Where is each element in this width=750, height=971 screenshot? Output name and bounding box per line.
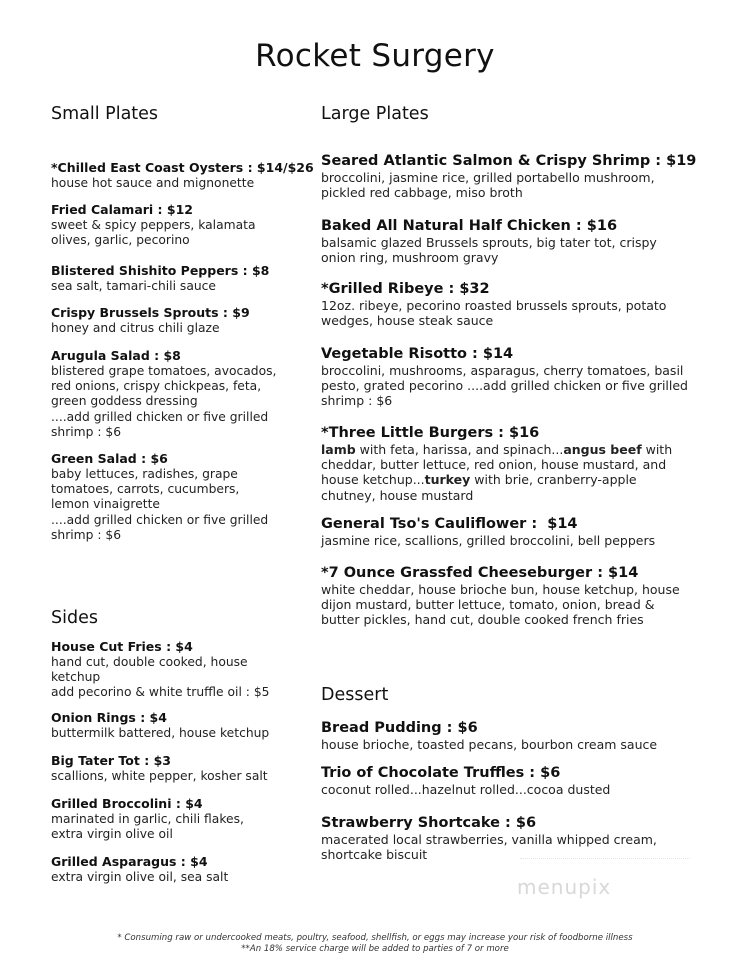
item-desc: honey and citrus chili glaze [51,321,220,335]
item-name: Blistered Shishito Peppers : $8 [51,263,270,278]
item-desc: macerated local strawberries, vanilla whipped cream, shortcake biscuit [321,832,657,863]
menu-item [321,764,701,797]
item-desc: house hot sauce and mignonette [51,176,255,190]
menu-item [321,515,701,548]
item-addon: ....add grilled chicken or five grilled shrimp : $6 [51,409,269,439]
left-column [51,0,314,971]
menu-item [51,796,296,842]
item-name: Grilled Broccolini : $4 [51,796,203,811]
item-addon: add pecorino & white truffle oil : $5 [51,685,270,700]
item-addon: ....add grilled chicken or five grilled shrimp : $6 [51,512,269,542]
menu-item [321,814,701,862]
item-name: Crispy Brussels Sprouts : $9 [51,305,250,320]
dessert-heading: Dessert [321,685,389,705]
item-name: Vegetable Risotto : $14 [321,346,514,362]
item-desc-bold: angus beef [563,442,642,457]
item-name: General Tso's Cauliflower : $14 [321,516,578,532]
item-name: House Cut Fries : $4 [51,639,193,654]
item-desc: broccolini, mushrooms, asparagus, cherry tomatoes, basil pesto, grated pecorino ....add grilled chicken or five grilled shrimp : $6 [321,363,688,409]
item-name: Arugula Salad : $8 [51,348,181,363]
menupix-watermark: menupix [517,875,612,899]
item-desc [321,442,693,503]
menu-item [321,719,701,752]
menu-item [321,424,701,503]
item-name: Baked All Natural Half Chicken : $16 [321,218,618,234]
item-desc: 12oz. ribeye, pecorino roasted brussels sprouts, potato wedges, house steak sauce [321,298,667,329]
small-plates-heading: Small Plates [51,104,159,124]
item-desc: broccolini, jasmine rice, grilled portabello mushroom, pickled red cabbage, miso broth [321,170,655,201]
menu-item [51,639,296,701]
menu-item [321,152,701,200]
item-desc: scallions, white pepper, kosher salt [51,769,268,783]
item-desc-text: with feta, harissa, and spinach... [355,442,564,457]
item-desc: white cheddar, house brioche bun, house ketchup, house dijon mustard, butter lettuce, tomato, onion, bread & butter pickles, hand cut, double cooked french fries [321,582,680,628]
item-desc: hand cut, double cooked, house ketchup [51,655,248,685]
item-desc-text: with cheddar, butter lettuce, red onion, house mustard, and house ketchup... [321,442,673,488]
menu-item [51,202,296,248]
item-name: Green Salad : $6 [51,451,168,466]
item-desc-bold: lamb [321,442,356,457]
item-name: *Three Little Burgers : $16 [321,425,540,441]
menu-item [51,451,296,543]
menu-item [321,345,701,409]
item-name: Seared Atlantic Salmon & Crispy Shrimp : $19 [321,153,697,169]
item-name: Fried Calamari : $12 [51,202,193,217]
sides-heading: Sides [51,608,98,628]
menu-item [51,160,314,191]
item-desc: balsamic glazed Brussels sprouts, big tater tot, crispy onion ring, mushroom gravy [321,235,657,266]
menu-item [51,305,296,336]
item-desc: sea salt, tamari-chili sauce [51,279,216,293]
item-desc: extra virgin olive oil, sea salt [51,870,229,884]
item-desc: marinated in garlic, chili flakes, extra virgin olive oil [51,812,244,842]
item-name: Trio of Chocolate Truffles : $6 [321,765,561,781]
item-desc: baby lettuces, radishes, grape tomatoes, carrots, cucumbers, lemon vinaigrette [51,467,240,512]
item-desc: buttermilk battered, house ketchup [51,726,270,740]
item-name: Grilled Asparagus : $4 [51,854,208,869]
item-name: Onion Rings : $4 [51,710,167,725]
item-name: Strawberry Shortcake : $6 [321,815,537,831]
menu-item [51,348,296,440]
menu-item [51,263,296,294]
menu-item [51,753,296,784]
menu-item [321,564,701,628]
footer-service-charge: **An 18% service charge will be added to parties of 7 or more [241,944,509,954]
footer-disclaimer: * Consuming raw or undercooked meats, poultry, seafood, shellfish, or eggs may increase your risk of foodborne illness [117,933,633,943]
restaurant-title: Rocket Surgery [255,38,495,74]
item-name: Big Tater Tot : $3 [51,753,171,768]
watermark-divider [520,858,690,859]
item-name: *7 Ounce Grassfed Cheeseburger : $14 [321,565,639,581]
item-name: *Grilled Ribeye : $32 [321,281,490,297]
item-name: *Chilled East Coast Oysters : $14/$26 [51,160,314,175]
menu-item [51,710,296,741]
item-desc: house brioche, toasted pecans, bourbon cream sauce [321,737,658,752]
menu-item [321,217,701,265]
menu-item [51,854,296,885]
item-desc: coconut rolled...hazelnut rolled...cocoa dusted [321,782,611,797]
menu-item [321,280,701,328]
item-desc: jasmine rice, scallions, grilled broccolini, bell peppers [321,533,656,548]
item-desc: blistered grape tomatoes, avocados, red onions, crispy chickpeas, feta, green goddess dressing [51,364,277,409]
right-column [321,0,701,971]
item-name: Bread Pudding : $6 [321,720,478,736]
large-plates-heading: Large Plates [321,104,429,124]
item-desc: sweet & spicy peppers, kalamata olives, garlic, pecorino [51,218,256,248]
item-desc-bold: turkey [424,472,471,488]
item-desc-text: with brie, cranberry-apple chutney, house mustard [321,472,637,503]
